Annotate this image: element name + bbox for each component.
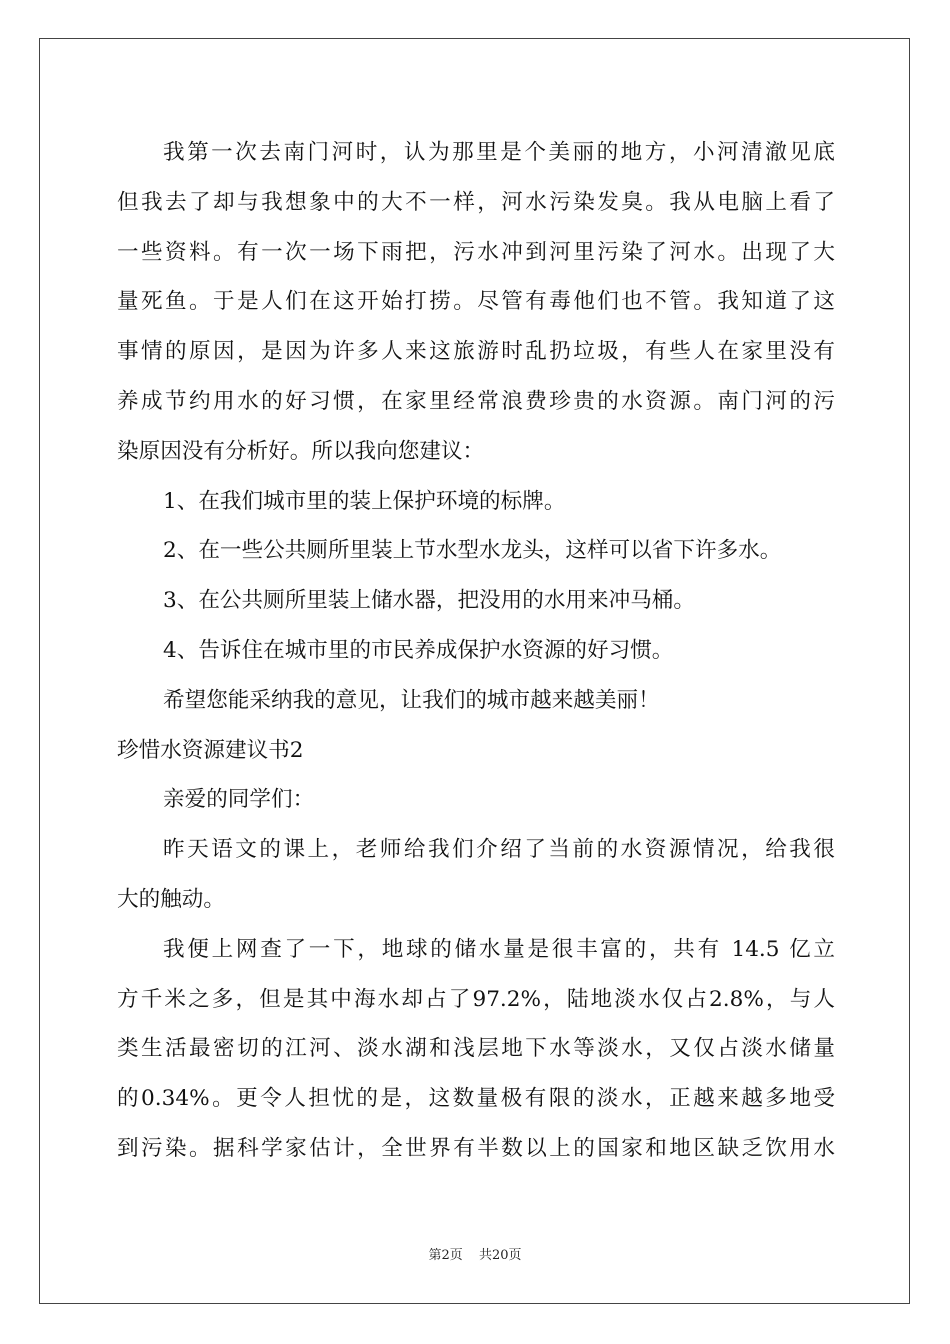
text-line: 昨天语文的课上，老师给我们介绍了当前的水资源情况，给我很 [163,837,835,863]
text-line: 染原因没有分析好。所以我向您建议： [117,438,485,464]
text-line: 一些资料。有一次一场下雨把，污水冲到河里污染了河水。出现了大 [117,239,835,265]
text-line: 的0.34%。更令人担忧的是，这数量极有限的淡水，正越来越多地受 [117,1086,835,1112]
text-line: 亲爱的同学们： [163,787,315,813]
page-number: 第2页 [428,1248,463,1263]
text-line: 方千米之多，但是其中海水却占了97.2%，陆地淡水仅占2.8%，与人 [117,986,835,1012]
text-line: 养成节约用水的好习惯，在家里经常浪费珍贵的水资源。南门河的污 [117,388,835,414]
text-line: 但我去了却与我想象中的大不一样，河水污染发臭。我从电脑上看了 [117,189,835,215]
text-line: 我便上网查了一下，地球的储水量是很丰富的，共有 14.5 亿立 [163,936,835,962]
text-line: 我第一次去南门河时，认为那里是个美丽的地方，小河清澈见底 [163,140,835,165]
text-line: 事情的原因，是因为许多人来这旅游时乱扔垃圾，有些人在家里没有 [117,339,835,365]
text-line: 大的触动。 [117,886,225,912]
text-line: 类生活最密切的江河、淡水湖和浅层地下水等淡水，又仅占淡水储量 [117,1036,835,1062]
text-line: 珍惜水资源建议书2 [117,737,304,763]
text-line: 2、在一些公共厕所里装上节水型水龙头，这样可以省下许多水。 [163,538,782,564]
document-body [117,128,835,1174]
text-line: 1、在我们城市里的装上保护环境的标牌。 [163,488,566,514]
page-footer [0,1244,950,1263]
text-line: 量死鱼。于是人们在这开始打捞。尽管有毒他们也不管。我知道了这 [117,289,835,315]
text-line: 4、告诉住在城市里的市民养成保护水资源的好习惯。 [163,637,674,663]
text-line: 3、在公共厕所里装上储水器，把没用的水用来冲马桶。 [163,588,695,614]
text-line: 到污染。据科学家估计，全世界有半数以上的国家和地区缺乏饮用水 [117,1135,835,1161]
page-total: 共20页 [478,1248,522,1263]
text-line: 希望您能采纳我的意见，让我们的城市越来越美丽！ [163,687,660,713]
